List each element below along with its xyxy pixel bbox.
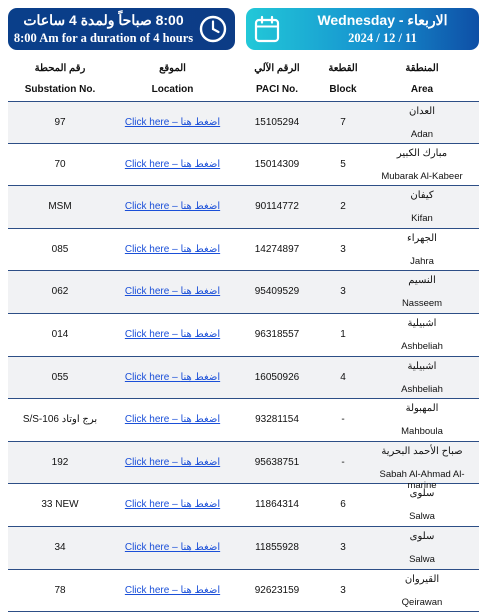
paci-number: 96318557 bbox=[254, 328, 300, 340]
outage-time-banner bbox=[8, 8, 235, 50]
substation-number: MSM bbox=[48, 201, 72, 213]
area-name-ar: كيفان bbox=[410, 190, 434, 202]
area-name-ar: مبارك الكبير bbox=[396, 147, 448, 159]
substation-number: 70 bbox=[54, 158, 66, 170]
column-header-substation-en: Substation No. bbox=[24, 84, 96, 95]
block-number: 6 bbox=[340, 499, 346, 511]
substation-number: 192 bbox=[51, 456, 69, 468]
area-name-ar: اشبيلية bbox=[407, 317, 437, 329]
block-number: - bbox=[341, 456, 345, 468]
location-link[interactable]: Click here – اضغط هنا bbox=[124, 414, 221, 426]
paci-number: 95638751 bbox=[254, 456, 300, 468]
substation-number: 97 bbox=[54, 117, 66, 128]
area-name-en: Nasseem bbox=[401, 298, 443, 310]
location-link[interactable]: Click here – اضغط هنا bbox=[124, 456, 221, 468]
location-link[interactable]: Click here – اضغط هنا bbox=[124, 499, 221, 511]
location-link[interactable]: Click here – اضغط هنا bbox=[124, 371, 221, 383]
table-row bbox=[8, 527, 479, 570]
paci-number: 14274897 bbox=[254, 243, 300, 255]
block-number: 3 bbox=[340, 584, 346, 596]
location-link[interactable]: Click here – اضغط هنا bbox=[124, 286, 221, 298]
outage-date: 2024 / 12 / 11 bbox=[348, 31, 417, 45]
block-number: 1 bbox=[340, 328, 346, 340]
location-link[interactable]: Click here – اضغط هنا bbox=[124, 201, 221, 213]
substation-number: 78 bbox=[54, 584, 66, 596]
paci-number: 90114772 bbox=[255, 201, 299, 213]
area-name-en: Adan bbox=[410, 129, 434, 140]
substation-number: 34 bbox=[54, 541, 66, 553]
table-row bbox=[8, 144, 479, 187]
paci-number: 93281154 bbox=[255, 414, 299, 426]
table-row bbox=[8, 570, 479, 613]
location-link[interactable]: Click here – اضغط هنا bbox=[124, 117, 221, 128]
column-header-substation-ar: رقم المحطة bbox=[34, 63, 86, 74]
area-name-ar: النسيم bbox=[408, 275, 436, 287]
block-number: 3 bbox=[340, 286, 346, 298]
column-header-paci-ar: الرقم الآلي bbox=[254, 63, 300, 74]
table-row bbox=[8, 442, 479, 491]
calendar-icon bbox=[254, 15, 280, 43]
clock-icon bbox=[198, 14, 228, 44]
area-name-en: Salwa bbox=[409, 511, 435, 523]
paci-number: 15105294 bbox=[254, 117, 300, 128]
outage-day: الاربعاء - Wednesday bbox=[317, 12, 448, 28]
table-header bbox=[8, 60, 479, 100]
paci-number: 11855928 bbox=[255, 541, 299, 553]
column-header-paci-en: PACI No. bbox=[255, 84, 299, 95]
area-name-ar: المهبولة bbox=[405, 403, 439, 415]
area-name-en: Mahboula bbox=[401, 426, 443, 438]
substation-number: 014 bbox=[51, 328, 69, 340]
column-header-block-ar: القطعة bbox=[328, 63, 358, 74]
substation-number: 085 bbox=[51, 243, 69, 255]
location-link[interactable]: Click here – اضغط هنا bbox=[124, 541, 221, 553]
location-link[interactable]: Click here – اضغط هنا bbox=[124, 158, 221, 170]
block-number: 7 bbox=[340, 117, 346, 128]
column-header-area-ar: المنطقة bbox=[405, 63, 439, 74]
table-row bbox=[8, 314, 479, 357]
outage-time-arabic: 8:00 صباحاً ولمدة 4 ساعات bbox=[23, 12, 184, 28]
area-name-ar: اشبيلية bbox=[407, 360, 437, 372]
column-header-area-en: Area bbox=[410, 84, 434, 95]
area-name-en: Ashbeliah bbox=[401, 340, 443, 352]
location-link[interactable]: Click here – اضغط هنا bbox=[124, 584, 221, 596]
area-name-en: Salwa bbox=[409, 553, 435, 565]
outage-time-english: 8:00 Am for a duration of 4 hours bbox=[13, 31, 194, 45]
table-row bbox=[8, 271, 479, 314]
paci-number: 15014309 bbox=[254, 158, 300, 170]
paci-number: 16050926 bbox=[254, 371, 300, 383]
area-name-en: Mubarak Al-Kabeer bbox=[381, 170, 463, 182]
area-name-en: Kifan bbox=[411, 213, 433, 225]
area-name-en: Qeirawan bbox=[401, 596, 443, 608]
table-row bbox=[8, 484, 479, 527]
substation-number: 33 NEW bbox=[41, 499, 79, 511]
column-header-location-en: Location bbox=[151, 84, 194, 95]
outage-table-body bbox=[8, 101, 479, 612]
block-number: 5 bbox=[340, 158, 346, 170]
table-row bbox=[8, 229, 479, 272]
column-header-block-en: Block bbox=[329, 84, 357, 95]
area-name-ar: صباح الأحمد البحرية bbox=[381, 445, 463, 457]
paci-number: 95409529 bbox=[254, 286, 300, 298]
location-link[interactable]: Click here – اضغط هنا bbox=[124, 243, 221, 255]
table-row bbox=[8, 186, 479, 229]
area-name-ar: القيروان bbox=[404, 573, 440, 585]
block-number: 3 bbox=[340, 541, 346, 553]
column-header-location-ar: الموقع bbox=[159, 63, 186, 74]
area-name-en: Ashbeliah bbox=[401, 383, 443, 395]
table-row bbox=[8, 101, 479, 144]
area-name-en: Jahra bbox=[410, 255, 434, 267]
area-name-ar: سلوى bbox=[409, 530, 435, 542]
area-name-ar: العدان bbox=[408, 106, 436, 117]
table-row bbox=[8, 399, 479, 442]
substation-number: S/S-106 برج اوتاد bbox=[22, 414, 98, 426]
outage-date-banner bbox=[246, 8, 479, 50]
area-name-en: Sabah Al-Ahmad Al-marine bbox=[379, 468, 465, 491]
block-number: 2 bbox=[340, 201, 346, 213]
block-number: - bbox=[341, 414, 345, 426]
block-number: 3 bbox=[340, 243, 346, 255]
paci-number: 11864314 bbox=[255, 499, 299, 511]
area-name-ar: سلوى bbox=[409, 488, 435, 500]
location-link[interactable]: Click here – اضغط هنا bbox=[124, 328, 221, 340]
substation-number: 055 bbox=[51, 371, 69, 383]
substation-number: 062 bbox=[51, 286, 69, 298]
block-number: 4 bbox=[340, 371, 346, 383]
area-name-ar: الجهراء bbox=[407, 232, 437, 244]
table-row bbox=[8, 357, 479, 400]
paci-number: 92623159 bbox=[254, 584, 300, 596]
